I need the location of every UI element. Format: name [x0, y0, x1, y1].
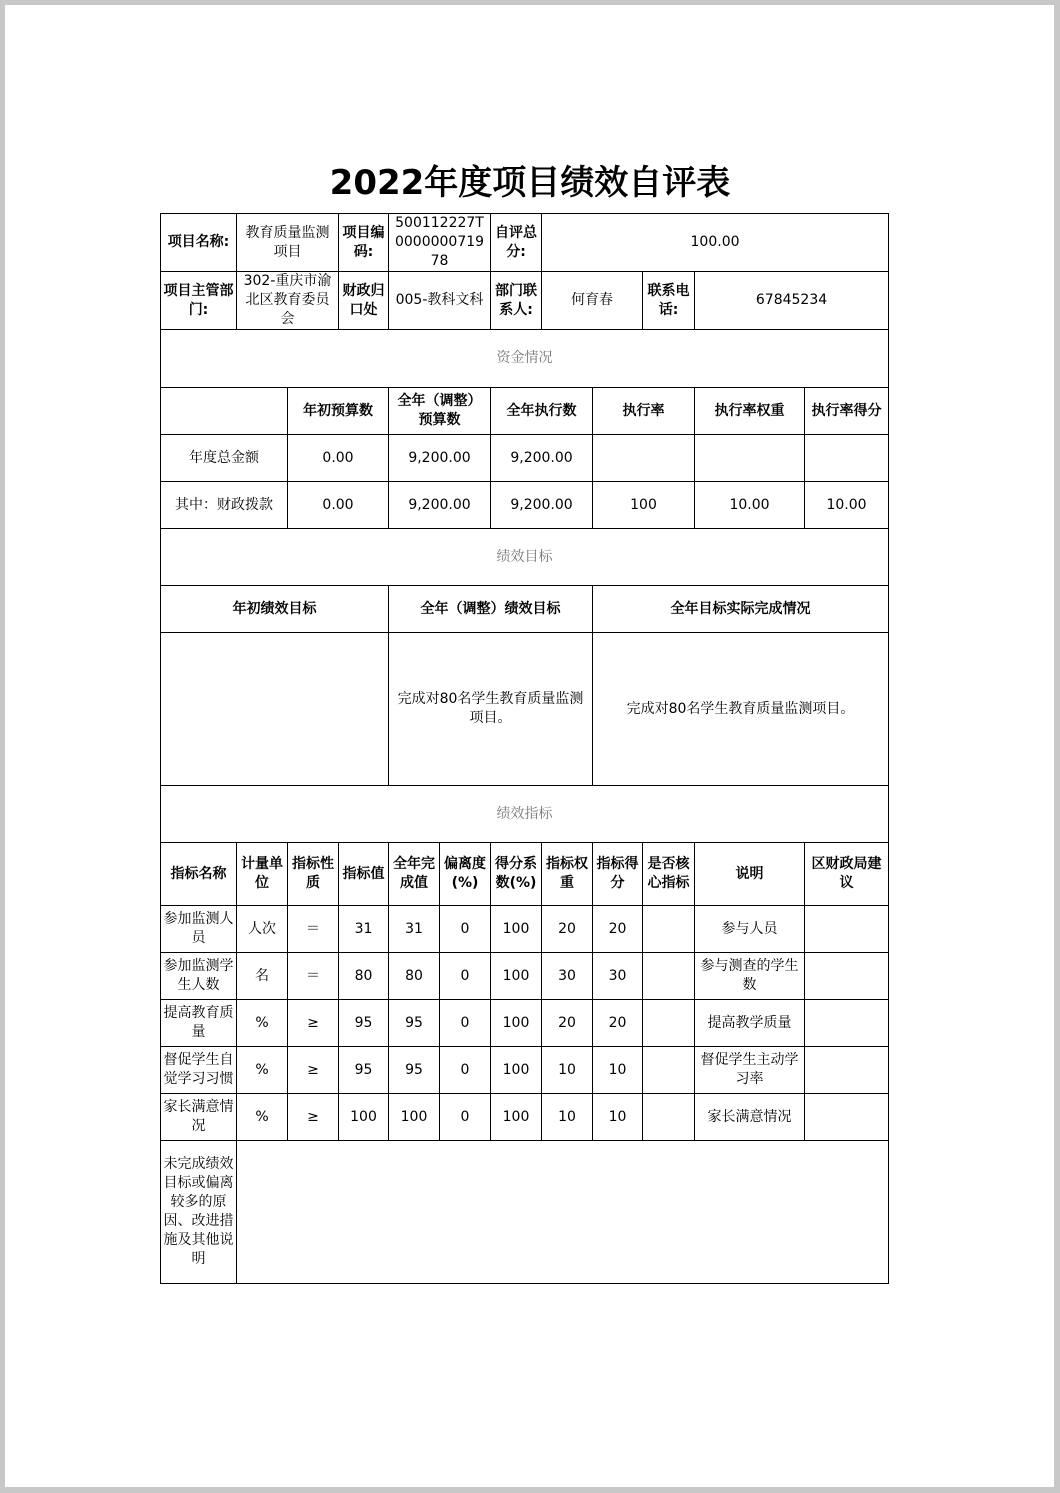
indicator-cell [643, 1000, 695, 1047]
indicator-cell: 10 [593, 1094, 643, 1141]
indicator-header: 区财政局建议 [805, 843, 889, 906]
indicators-section-title: 绩效指标 [161, 786, 889, 843]
funds-cell: 其中：财政拨款 [161, 482, 288, 529]
self-score-label: 自评总分: [491, 214, 542, 272]
remarks-row [161, 1141, 889, 1284]
indicator-cell: % [237, 1094, 288, 1141]
funds-cell: 9,200.00 [491, 435, 593, 482]
indicator-cell: 家长满意情况 [695, 1094, 805, 1141]
funds-cell: 0.00 [288, 435, 389, 482]
goals-header-adjusted: 全年（调整）绩效目标 [389, 586, 593, 633]
funds-header-2: 全年（调整）预算数 [389, 388, 491, 435]
dept-value: 302-重庆市渝北区教育委员会 [237, 272, 339, 330]
indicator-header: 指标名称 [161, 843, 237, 906]
indicator-cell: 100 [491, 953, 542, 1000]
indicator-cell: 20 [593, 906, 643, 953]
project-name-value: 教育质量监测项目 [237, 214, 339, 272]
funds-cell: 100 [593, 482, 695, 529]
remarks-label: 未完成绩效目标或偏离较多的原因、改进措施及其他说明 [161, 1141, 237, 1284]
phone-label: 联系电话: [643, 272, 695, 330]
indicator-cell: 31 [389, 906, 440, 953]
indicator-cell: 95 [389, 1000, 440, 1047]
funds-cell: 年度总金额 [161, 435, 288, 482]
phone-value: 67845234 [695, 272, 889, 330]
goals-header-initial: 年初绩效目标 [161, 586, 389, 633]
funds-cell: 9,200.00 [491, 482, 593, 529]
indicator-cell: 督促学生主动学习率 [695, 1047, 805, 1094]
indicator-cell: 0 [440, 1000, 491, 1047]
indicator-cell: 30 [593, 953, 643, 1000]
indicator-row [161, 1094, 889, 1141]
indicator-header: 计量单位 [237, 843, 288, 906]
self-score-value: 100.00 [542, 214, 889, 272]
funds-header-3: 全年执行数 [491, 388, 593, 435]
indicator-cell: 100 [491, 1047, 542, 1094]
goals-actual-value: 完成对80名学生教育质量监测项目。 [593, 633, 889, 786]
funds-section-row [161, 330, 889, 388]
contact-value: 何育春 [542, 272, 643, 330]
funds-header-5: 执行率权重 [695, 388, 805, 435]
indicator-header: 得分系数(%) [491, 843, 542, 906]
finance-value: 005-教科文科 [389, 272, 491, 330]
project-code-value: 500112227T000000071978 [389, 214, 491, 272]
info-row-2 [161, 272, 889, 330]
contact-label: 部门联系人: [491, 272, 542, 330]
indicators-section-row [161, 786, 889, 843]
indicator-cell: ＝ [288, 906, 339, 953]
indicator-cell: 督促学生自觉学习习惯 [161, 1047, 237, 1094]
indicator-cell: 家长满意情况 [161, 1094, 237, 1141]
indicator-cell: 95 [339, 1047, 389, 1094]
goals-initial-value [161, 633, 389, 786]
indicator-cell: 95 [389, 1047, 440, 1094]
funds-cell: 0.00 [288, 482, 389, 529]
indicator-cell: 80 [389, 953, 440, 1000]
funds-cell: 10.00 [805, 482, 889, 529]
indicator-cell: 100 [491, 1094, 542, 1141]
indicator-cell: 0 [440, 1094, 491, 1141]
funds-cell: 9,200.00 [389, 435, 491, 482]
indicator-row [161, 953, 889, 1000]
project-code-label: 项目编码: [339, 214, 389, 272]
indicator-cell [805, 1000, 889, 1047]
indicator-header: 是否核心指标 [643, 843, 695, 906]
info-row-1 [161, 214, 889, 272]
funds-section-title: 资金情况 [161, 330, 889, 388]
indicator-header: 指标性质 [288, 843, 339, 906]
funds-header-6: 执行率得分 [805, 388, 889, 435]
indicator-cell: 80 [339, 953, 389, 1000]
funds-row [161, 482, 889, 529]
funds-cell [593, 435, 695, 482]
remarks-value [237, 1141, 889, 1284]
dept-label: 项目主管部门: [161, 272, 237, 330]
goals-value-row [161, 633, 889, 786]
indicator-cell: 20 [593, 1000, 643, 1047]
indicators-header-row [161, 843, 889, 906]
indicator-cell [805, 1047, 889, 1094]
indicator-cell: 提高教育质量 [161, 1000, 237, 1047]
project-name-label: 项目名称: [161, 214, 237, 272]
funds-cell [805, 435, 889, 482]
indicator-cell: 95 [339, 1000, 389, 1047]
indicator-cell: 提高教学质量 [695, 1000, 805, 1047]
goals-section-row [161, 529, 889, 586]
indicator-cell: ≥ [288, 1047, 339, 1094]
indicator-header: 全年完成值 [389, 843, 440, 906]
funds-cell [695, 435, 805, 482]
page-title: 2022年度项目绩效自评表 [329, 163, 731, 203]
indicator-cell: 31 [339, 906, 389, 953]
goals-header-row [161, 586, 889, 633]
indicator-header: 指标得分 [593, 843, 643, 906]
indicator-cell: 100 [491, 1000, 542, 1047]
indicator-cell: 10 [593, 1047, 643, 1094]
funds-cell: 9,200.00 [389, 482, 491, 529]
goals-section-title: 绩效目标 [161, 529, 889, 586]
indicator-cell: 0 [440, 906, 491, 953]
indicator-cell: 100 [491, 906, 542, 953]
indicator-row [161, 1047, 889, 1094]
indicator-cell [643, 1047, 695, 1094]
indicator-cell: 参与测查的学生数 [695, 953, 805, 1000]
indicator-row [161, 1000, 889, 1047]
goals-adjusted-value: 完成对80名学生教育质量监测项目。 [389, 633, 593, 786]
indicator-cell [643, 953, 695, 1000]
indicator-cell: 参加监测人员 [161, 906, 237, 953]
indicator-cell: 参与人员 [695, 906, 805, 953]
indicator-cell: 100 [389, 1094, 440, 1141]
indicator-header: 指标权重 [542, 843, 593, 906]
funds-row [161, 435, 889, 482]
goals-header-actual: 全年目标实际完成情况 [593, 586, 889, 633]
funds-cell: 10.00 [695, 482, 805, 529]
indicator-header: 指标值 [339, 843, 389, 906]
indicator-cell [805, 1094, 889, 1141]
indicator-cell: 0 [440, 1047, 491, 1094]
funds-header-row [161, 388, 889, 435]
performance-table [160, 213, 889, 1284]
indicator-cell [643, 1094, 695, 1141]
finance-label: 财政归口处 [339, 272, 389, 330]
indicator-cell: 100 [339, 1094, 389, 1141]
indicator-header: 偏离度(%) [440, 843, 491, 906]
indicator-cell: 名 [237, 953, 288, 1000]
indicator-cell: 10 [542, 1094, 593, 1141]
funds-header-4: 执行率 [593, 388, 695, 435]
indicator-cell: 0 [440, 953, 491, 1000]
indicator-row [161, 906, 889, 953]
indicator-cell: ≥ [288, 1000, 339, 1047]
funds-header-0 [161, 388, 288, 435]
indicator-cell: 参加监测学生人数 [161, 953, 237, 1000]
indicator-cell: % [237, 1000, 288, 1047]
indicator-cell: 人次 [237, 906, 288, 953]
indicator-cell [643, 906, 695, 953]
indicator-cell: % [237, 1047, 288, 1094]
indicator-cell: ＝ [288, 953, 339, 1000]
indicator-cell: 20 [542, 906, 593, 953]
indicator-cell [805, 953, 889, 1000]
indicator-cell: 10 [542, 1047, 593, 1094]
indicator-cell: 30 [542, 953, 593, 1000]
indicator-cell: 20 [542, 1000, 593, 1047]
indicator-cell [805, 906, 889, 953]
funds-header-1: 年初预算数 [288, 388, 389, 435]
indicator-header: 说明 [695, 843, 805, 906]
indicator-cell: ≥ [288, 1094, 339, 1141]
